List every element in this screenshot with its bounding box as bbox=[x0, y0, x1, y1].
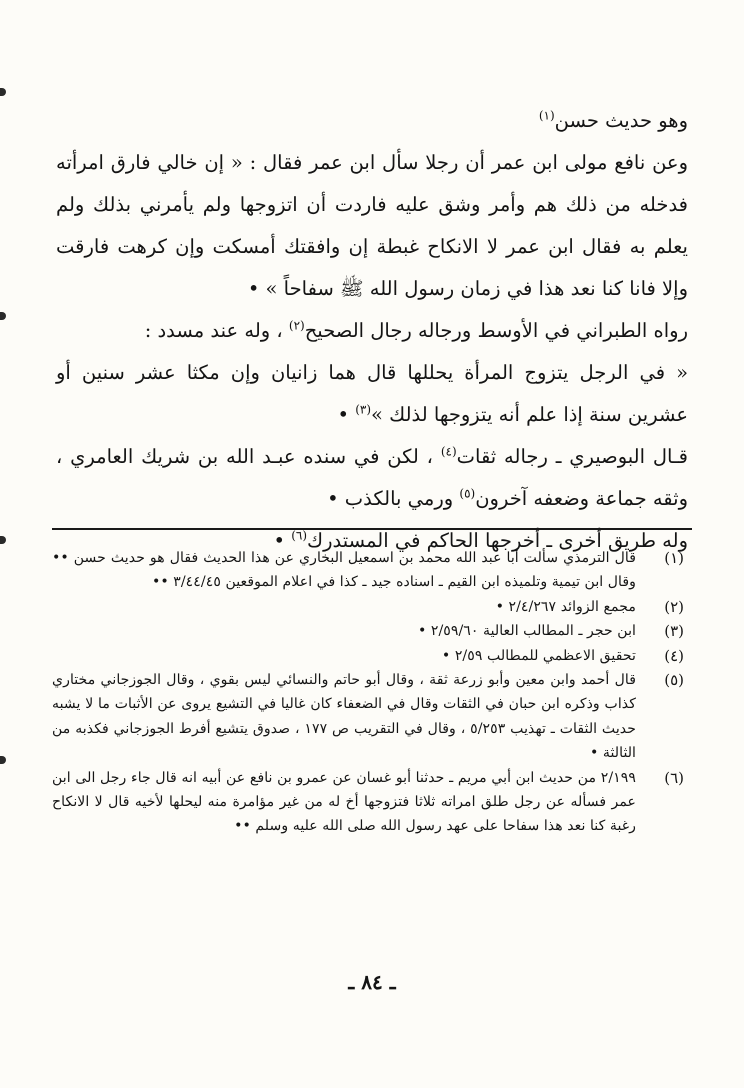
footnote-number: (٥) bbox=[664, 671, 684, 690]
main-paragraph-4: قـال البوصيري ـ رجاله ثقات$^{(٤)}$ ، لكن في سنده عبـد الله بن شريك العامري ، وثقه جماعة وضعفه آخرون$^{(٥)}$ ورمي بالكذب • bbox=[56, 444, 688, 510]
footnote-item bbox=[52, 668, 684, 766]
footnote-text: تحقيق الاعظمي للمطالب ٢/٥٩ • bbox=[441, 647, 636, 664]
footnote-item bbox=[52, 619, 684, 643]
page-number: ـ ٨٤ ـ bbox=[348, 970, 396, 994]
footnote-number: (١) bbox=[664, 549, 684, 567]
footnote-item bbox=[52, 595, 684, 619]
main-text bbox=[56, 100, 688, 562]
footnote-text: قال الترمذي سألت أبا عبد الله محمد بن اسمعيل البخاري عن هذا الحديث فقال هو حديث حسن •• وقال ابن تيمية وتلميذه ابن القيم ـ اسناده جيد ـ كذا في اعلام الموقعين ٣/٤٤/٤٥ •• bbox=[52, 550, 636, 591]
footnote-ref-1: (١) bbox=[538, 108, 555, 123]
footnote-ref-3: (٣) bbox=[355, 402, 372, 417]
footnote-text: ٢/١٩٩ من حديث ابن أبي مريم ـ حدثنا أبو غسان عن عمرو بن نافع عن أبيه انه قال جاء رجل الى ابن عمر فسأله عن رجل طلق امراته ثلاثا فتزوجها أخ له من غير مؤامرة منه ليحلها لأخيه قال لا الانكاح رغبة كنا نعد هذا سفاحا على عهد رسول الله صلى الله عليه وسلم •• bbox=[52, 769, 636, 835]
footnote-ref-4: (٤) bbox=[440, 444, 457, 459]
footnote-number: (٦) bbox=[664, 768, 684, 787]
footnote-number: (٢) bbox=[664, 597, 684, 616]
main-paragraph-1: وعن نافع مولى ابن عمر أن رجلا سأل ابن عمر فقال : « إن خالي فارق امرأته فدخله من ذلك هم وأمر وشق عليه فاردت أن اتزوجها ولم يأمرني بذلك ولم يعلم به فقال ابن عمر لا الانكاح غبطة إن وافقتك أمسكت وإن كرهت فارقت وإلا فانا كنا نعد هذا في زمان رسول الله ﷺ سفاحاً » • bbox=[56, 151, 688, 300]
footnote-item bbox=[52, 644, 684, 668]
main-line-1: وهو حديث حسن$^{(١)}$ bbox=[538, 108, 688, 132]
footnote-text: ابن حجر ـ المطالب العالية ٢/٥٩/٦٠ • bbox=[417, 623, 636, 640]
footnote-text: مجمع الزوائد ٢/٤/٢٦٧ • bbox=[495, 598, 636, 615]
footnote-number: (٣) bbox=[664, 622, 684, 641]
footnote-number: (٤) bbox=[664, 646, 684, 665]
footnote-item bbox=[52, 546, 684, 595]
footnote-text: قال أحمد وابن معين وأبو زرعة ثقة ، وقال أبو حاتم والنسائي ليس بقوي ، وقال الجوزجاني مختاري كذاب وذكره ابن حبان في الثقات وقال في الضعفاء كان غاليا في التشيع يروى عن الأثبات ما لا يشبه حديث الثقات ـ تهذيب ٥/٢٥٣ ، وقال في التقريب ص ١٧٧ ، صدوق يتشيع أفرط الجوزجاني فكذبه من الثالثة • bbox=[52, 672, 636, 762]
main-paragraph-3: « في الرجل يتزوج المرأة يحللها قال هما زانيان وإن مكثا عشر سنين أو عشرين سنة إذا علم أنه يتزوجها لذلك »$^{(٣)}$ • bbox=[56, 361, 688, 426]
main-paragraph-5: وله طريق أخرى ـ أخرجها الحاكم في المستدرك$^{(٦)}$ • bbox=[273, 528, 688, 552]
scan-edge-mark bbox=[0, 312, 6, 320]
main-paragraph-2: رواه الطبراني في الأوسط ورجاله رجال الصحيح$^{(٢)}$ ، وله عند مسدد : bbox=[144, 318, 688, 342]
footnote-ref-5: (٥) bbox=[459, 486, 476, 501]
footnote-ref-2: (٢) bbox=[288, 318, 305, 333]
scan-edge-mark bbox=[0, 536, 6, 544]
footnotes bbox=[52, 546, 684, 839]
scan-edge-mark bbox=[0, 756, 6, 764]
footnote-item bbox=[52, 766, 684, 839]
footnote-ref-6: (٦) bbox=[291, 528, 308, 543]
footnote-divider bbox=[52, 528, 692, 530]
scan-edge-mark bbox=[0, 88, 6, 96]
